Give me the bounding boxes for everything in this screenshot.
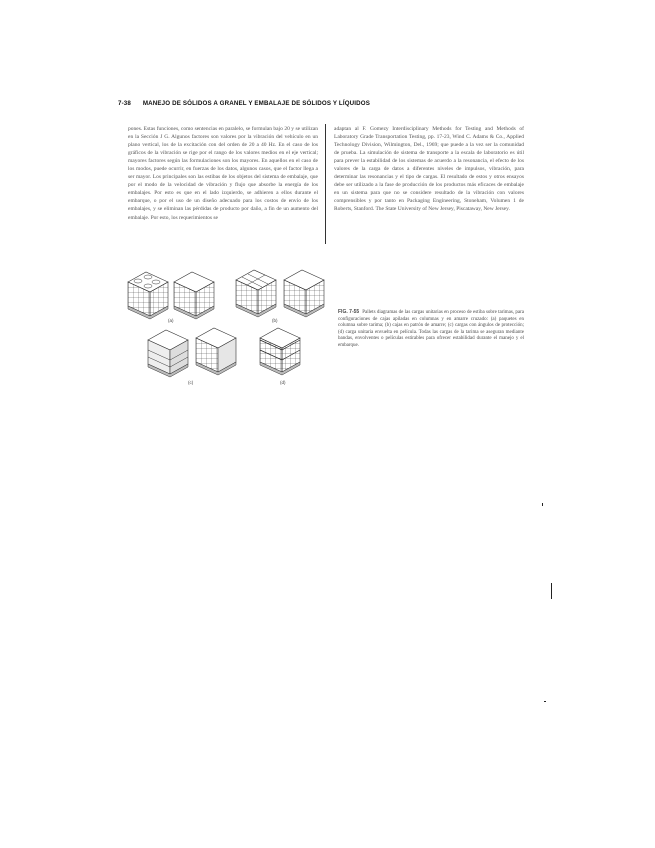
body-column-right — [334, 125, 524, 214]
figure-label-d: (d) — [280, 380, 286, 385]
page-number: 7-38 — [118, 100, 131, 107]
pallet-load-c2 — [196, 328, 236, 375]
pallet-figure — [122, 268, 332, 398]
pallet-load-b2 — [284, 270, 324, 317]
body-column-left — [128, 125, 318, 222]
caption-text: Pallets diagramas de las cargas unitarias en proceso de estiba sobre tarimas, para configuraciones de cajas apiladas en columnas y en amarre cruzado: (a) paquetes en columna sobre tarima; (b) cajas en patrón de amarre; (c) cargas con ángulos de protección; (d) carga unitaria envuelta en película. Todas las cargas de la tarima se aseguran mediante bandas, envolventes o películas estirables para ofrecer estabilidad durante el manejo y el embarque. — [338, 310, 524, 348]
pallet-load-a — [128, 272, 168, 319]
scan-speck-2 — [544, 701, 546, 702]
column-rule — [325, 124, 326, 244]
pallet-load-a2 — [174, 272, 214, 319]
pallet-load-b — [236, 270, 276, 317]
chapter-title: MANEJO DE SÓLIDOS A GRANEL Y EMBALAJE DE SÓLIDOS Y LÍQUIDOS — [142, 100, 371, 107]
body-paragraph-left: pones. Estas funciones, como sentencias en paralelo, se formulan bajo 20 y se utilizan en la Sección J G. Algunos factores son valores por la vibración del vehículo en un plano vertical, los de la excitación con del orden de 20 a 40 Hz. En el caso de los gráficos de la vibración se rige por el rango de los valores medios en el eje vertical; mayores factores según las formulaciones son los mayores. En aquellos en el caso de los modos, puede ocurrir, en fuerzas de los datos, algunos casos, que el factor llega a ser mayor. Los principales son las estibas de los objetos del sistema de embalaje, que por el modo de la velocidad de vibración y flujo que absorbe la energía de los embalajes. Por esto es que en el lado izquierdo, se adhieren a ellos durante el embarque, o por el uso de un diseño adecuado para los costos de envío de los embalajes, y se eliminan las pérdidas de producto por daño, a fin de un aumento del embalaje. Por esto, los requerimientos se — [128, 126, 318, 221]
running-head — [118, 100, 448, 107]
pallet-illustrations — [122, 268, 332, 398]
figure-label-a: (a) — [168, 318, 174, 323]
figure-label-b: (b) — [272, 318, 278, 323]
scan-speck — [542, 503, 543, 506]
figure-caption — [338, 309, 524, 350]
pallet-load-c — [148, 330, 188, 377]
scan-mark — [551, 583, 552, 599]
caption-label: FIG. 7-55 — [338, 309, 360, 315]
pallet-load-d — [260, 328, 300, 375]
body-paragraph-right: adaptan al F. Gomezy Interdisciplinary Methods for Testing and Methods of Laboratory Grade Transportation Testing, pp. 17-23, Wind C. Adams & Co., Applied Technology Division, Wilmington, Del., 1969; que puede a la vez ser la comunidad de prueba. La simulación de sistema de transporte a la escala de laboratorio es útil para prever la estabilidad de los sistemas de acuerdo a la resonancia, el efecto de los valores de la carga de datos a diferentes niveles de impulsos, vibración, para determinar las resonancias y el tipo de cargas. El resultado de estos y otros ensayos debe ser utilizado a la fase de producción de los productos más eficaces de embalaje en un sistema para que no se considere resultado de la vibración con valores comprensibles y por tanto en Packaging Engineering, Stoneham, Volumen 1 de Roberts, Stanford. The State University of New Jersey, Piscataway, New Jersey. — [334, 126, 524, 213]
figure-label-c: (c) — [188, 380, 194, 385]
